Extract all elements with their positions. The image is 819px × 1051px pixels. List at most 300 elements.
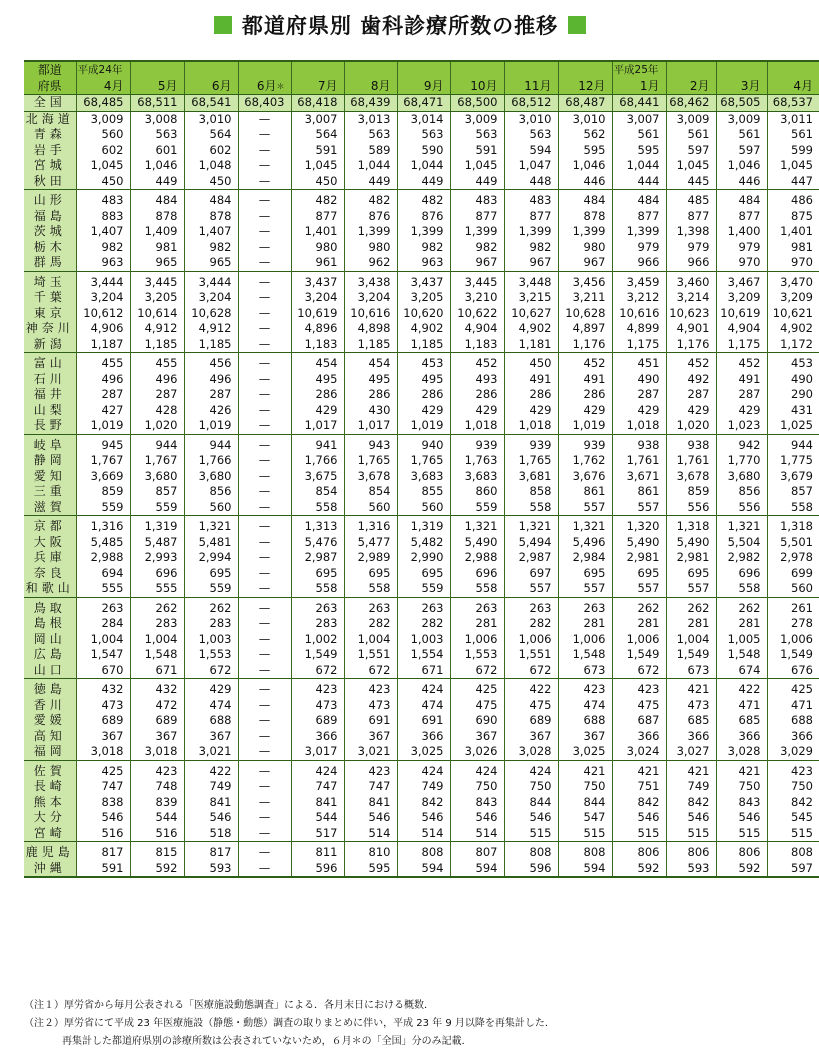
count-cell: 3,680 — [716, 469, 767, 485]
count-cell: 10,623 — [666, 306, 716, 322]
count-cell: 877 — [716, 209, 767, 225]
count-cell: 564 — [184, 127, 238, 143]
count-cell: 599 — [767, 143, 819, 159]
prefecture-name: 神奈川 — [24, 321, 76, 337]
count-cell: 1,770 — [716, 453, 767, 469]
count-cell: 961 — [291, 255, 344, 271]
count-cell: 10,620 — [397, 306, 450, 322]
count-cell: 5,501 — [767, 535, 819, 551]
count-cell: 485 — [666, 190, 716, 209]
count-cell: 283 — [291, 616, 344, 632]
count-cell: 1,018 — [612, 418, 666, 434]
prefecture-name: 富山 — [24, 353, 76, 372]
count-cell: 449 — [450, 174, 504, 190]
count-cell: 452 — [716, 353, 767, 372]
count-cell: 546 — [612, 810, 666, 826]
count-cell: 602 — [76, 143, 130, 159]
count-cell: 1,172 — [767, 337, 819, 353]
count-cell: 263 — [291, 597, 344, 616]
count-cell: 4,899 — [612, 321, 666, 337]
count-cell: 841 — [291, 795, 344, 811]
count-cell: 10,628 — [558, 306, 612, 322]
count-cell: 1,763 — [450, 453, 504, 469]
count-cell: 1,046 — [130, 158, 184, 174]
prefecture-name: 岐阜 — [24, 434, 76, 453]
count-cell: 562 — [558, 127, 612, 143]
count-cell: 1,549 — [767, 647, 819, 663]
count-cell: 3,204 — [184, 290, 238, 306]
count-cell: 281 — [612, 616, 666, 632]
count-cell: 425 — [450, 679, 504, 698]
count-cell: 3,017 — [291, 744, 344, 760]
count-cell: 429 — [558, 403, 612, 419]
table-row — [24, 271, 819, 290]
count-cell: 1,765 — [504, 453, 558, 469]
count-cell: 808 — [767, 842, 819, 861]
no-data-dash: — — [238, 190, 291, 209]
count-cell: 1,767 — [76, 453, 130, 469]
count-cell: 591 — [450, 143, 504, 159]
count-cell: 1,766 — [184, 453, 238, 469]
count-cell: 944 — [767, 434, 819, 453]
count-cell: 1,045 — [767, 158, 819, 174]
prefecture-name: 静岡 — [24, 453, 76, 469]
count-cell: 546 — [76, 810, 130, 826]
no-data-dash: — — [238, 469, 291, 485]
count-cell: 3,460 — [666, 271, 716, 290]
count-cell: 2,987 — [504, 550, 558, 566]
prefecture-name: 島根 — [24, 616, 76, 632]
count-cell: 843 — [716, 795, 767, 811]
table-row — [24, 484, 819, 500]
count-cell: 3,680 — [184, 469, 238, 485]
month-header: 4月 — [767, 78, 819, 95]
title-square-left-icon — [214, 16, 232, 34]
count-cell: 877 — [504, 209, 558, 225]
count-cell: 425 — [76, 760, 130, 779]
count-cell: 558 — [767, 500, 819, 516]
count-cell: 1,002 — [291, 632, 344, 648]
prefecture-name: 秋田 — [24, 174, 76, 190]
count-cell: 558 — [291, 500, 344, 516]
count-cell: 5,482 — [397, 535, 450, 551]
count-cell: 944 — [130, 434, 184, 453]
table-row — [24, 255, 819, 271]
count-cell: 938 — [612, 434, 666, 453]
month-header: 5月 — [130, 78, 184, 95]
table-row — [24, 403, 819, 419]
count-cell: 3,678 — [344, 469, 397, 485]
table-header — [24, 61, 819, 95]
count-cell: 1,020 — [130, 418, 184, 434]
prefecture-name: 鳥取 — [24, 597, 76, 616]
prefecture-name: 石川 — [24, 372, 76, 388]
count-cell: 970 — [767, 255, 819, 271]
count-cell: 261 — [767, 597, 819, 616]
table-row — [24, 597, 819, 616]
no-data-dash: — — [238, 663, 291, 679]
table-row — [24, 500, 819, 516]
count-cell: 423 — [612, 679, 666, 698]
count-cell: 558 — [450, 581, 504, 597]
count-cell: 484 — [612, 190, 666, 209]
count-cell: 696 — [716, 566, 767, 582]
table-row — [24, 158, 819, 174]
count-cell: 982 — [450, 240, 504, 256]
count-cell: 424 — [291, 760, 344, 779]
count-cell: 366 — [612, 729, 666, 745]
count-cell: 878 — [184, 209, 238, 225]
count-cell: 556 — [716, 500, 767, 516]
month-header: 3月 — [716, 78, 767, 95]
corner-bottom: 府県 — [24, 78, 76, 95]
month-header: 11月 — [504, 78, 558, 95]
count-cell: 429 — [291, 403, 344, 419]
count-cell: 284 — [76, 616, 130, 632]
count-cell: 875 — [767, 209, 819, 225]
count-cell: 594 — [450, 861, 504, 878]
count-cell: 5,504 — [716, 535, 767, 551]
count-cell: 453 — [397, 353, 450, 372]
count-cell: 749 — [397, 779, 450, 795]
count-cell: 559 — [76, 500, 130, 516]
count-cell: 558 — [504, 500, 558, 516]
count-cell: 514 — [450, 826, 504, 842]
month-header: 1月 — [612, 78, 666, 95]
count-cell: 3,013 — [344, 111, 397, 127]
table-row — [24, 713, 819, 729]
count-cell: 286 — [558, 387, 612, 403]
prefecture-name: 愛媛 — [24, 713, 76, 729]
count-cell: 452 — [558, 353, 612, 372]
count-cell: 423 — [767, 760, 819, 779]
count-cell: 473 — [76, 698, 130, 714]
count-cell: 3,215 — [504, 290, 558, 306]
count-cell: 3,437 — [397, 271, 450, 290]
count-cell: 1,045 — [76, 158, 130, 174]
count-cell: 3,211 — [558, 290, 612, 306]
count-cell: 1,313 — [291, 516, 344, 535]
count-cell: 602 — [184, 143, 238, 159]
count-cell: 3,437 — [291, 271, 344, 290]
count-cell: 3,205 — [130, 290, 184, 306]
count-cell: 877 — [666, 209, 716, 225]
count-cell: 1,761 — [612, 453, 666, 469]
count-cell: 1,003 — [184, 632, 238, 648]
count-cell: 1,047 — [504, 158, 558, 174]
count-cell: 3,024 — [612, 744, 666, 760]
count-cell: 1,044 — [344, 158, 397, 174]
prefecture-name: 岩手 — [24, 143, 76, 159]
count-cell: 367 — [558, 729, 612, 745]
count-cell: 750 — [558, 779, 612, 795]
count-cell: 1,551 — [344, 647, 397, 663]
count-cell: 673 — [666, 663, 716, 679]
count-cell: 1,006 — [612, 632, 666, 648]
count-cell: 1,321 — [450, 516, 504, 535]
count-cell: 672 — [291, 663, 344, 679]
count-cell: 429 — [397, 403, 450, 419]
count-cell: 841 — [184, 795, 238, 811]
count-cell: 3,467 — [716, 271, 767, 290]
prefecture-name: 三重 — [24, 484, 76, 500]
count-cell: 290 — [767, 387, 819, 403]
count-cell: 1,321 — [184, 516, 238, 535]
count-cell: 262 — [612, 597, 666, 616]
count-cell: 3,205 — [397, 290, 450, 306]
no-data-dash: — — [238, 597, 291, 616]
count-cell: 3,029 — [767, 744, 819, 760]
count-cell: 695 — [291, 566, 344, 582]
count-cell: 515 — [767, 826, 819, 842]
count-cell: 4,896 — [291, 321, 344, 337]
count-cell: 3,010 — [184, 111, 238, 127]
count-cell: 484 — [716, 190, 767, 209]
count-cell: 516 — [130, 826, 184, 842]
count-cell: 561 — [666, 127, 716, 143]
count-cell: 3,209 — [716, 290, 767, 306]
count-cell: 4,904 — [450, 321, 504, 337]
no-data-dash: — — [238, 174, 291, 190]
count-cell: 514 — [397, 826, 450, 842]
count-cell: 515 — [612, 826, 666, 842]
count-cell: 944 — [184, 434, 238, 453]
count-cell: 422 — [184, 760, 238, 779]
count-cell: 595 — [558, 143, 612, 159]
count-cell: 695 — [558, 566, 612, 582]
count-cell: 1,004 — [76, 632, 130, 648]
no-data-dash: — — [238, 158, 291, 174]
count-cell: 981 — [130, 240, 184, 256]
no-data-dash: — — [238, 453, 291, 469]
table-row — [24, 632, 819, 648]
count-cell: 283 — [130, 616, 184, 632]
count-cell: 808 — [397, 842, 450, 861]
count-cell: 1,004 — [344, 632, 397, 648]
prefecture-name: 京都 — [24, 516, 76, 535]
count-cell: 450 — [184, 174, 238, 190]
count-cell: 281 — [666, 616, 716, 632]
no-data-dash: — — [238, 647, 291, 663]
count-cell: 496 — [184, 372, 238, 388]
count-cell: 856 — [716, 484, 767, 500]
count-cell: 671 — [397, 663, 450, 679]
count-cell: 68,500 — [450, 95, 504, 112]
prefecture-name: 長野 — [24, 418, 76, 434]
count-cell: 455 — [130, 353, 184, 372]
count-cell: 691 — [344, 713, 397, 729]
count-cell: 449 — [344, 174, 397, 190]
count-cell: 687 — [612, 713, 666, 729]
count-cell: 490 — [612, 372, 666, 388]
prefecture-name: 宮崎 — [24, 826, 76, 842]
count-cell: 938 — [666, 434, 716, 453]
count-cell: 3,025 — [558, 744, 612, 760]
count-cell: 3,025 — [397, 744, 450, 760]
count-cell: 1,775 — [767, 453, 819, 469]
count-cell: 423 — [130, 760, 184, 779]
count-cell: 517 — [291, 826, 344, 842]
count-cell: 589 — [344, 143, 397, 159]
count-cell: 3,018 — [130, 744, 184, 760]
count-cell: 491 — [558, 372, 612, 388]
count-cell: 68,462 — [666, 95, 716, 112]
count-cell: 1,767 — [130, 453, 184, 469]
count-cell: 696 — [450, 566, 504, 582]
count-cell: 1,765 — [344, 453, 397, 469]
count-cell: 495 — [344, 372, 397, 388]
prefecture-name: 福島 — [24, 209, 76, 225]
count-cell: 490 — [767, 372, 819, 388]
count-cell: 876 — [344, 209, 397, 225]
prefecture-name: 岡山 — [24, 632, 76, 648]
count-cell: 426 — [184, 403, 238, 419]
count-cell: 981 — [767, 240, 819, 256]
count-cell: 5,490 — [450, 535, 504, 551]
table-row — [24, 174, 819, 190]
count-cell: 2,989 — [344, 550, 397, 566]
prefecture-name: 北海道 — [24, 111, 76, 127]
no-data-dash: — — [238, 729, 291, 745]
count-cell: 286 — [504, 387, 558, 403]
count-cell: 748 — [130, 779, 184, 795]
count-cell: 747 — [76, 779, 130, 795]
count-cell: 3,459 — [612, 271, 666, 290]
count-cell: 495 — [291, 372, 344, 388]
count-cell: 854 — [344, 484, 397, 500]
count-cell: 1,320 — [612, 516, 666, 535]
count-cell: 597 — [767, 861, 819, 878]
count-cell: 1,401 — [767, 224, 819, 240]
count-cell: 3,021 — [184, 744, 238, 760]
count-cell: 1,185 — [130, 337, 184, 353]
count-cell: 3,444 — [184, 271, 238, 290]
count-cell: 557 — [504, 581, 558, 597]
count-cell: 1,023 — [716, 418, 767, 434]
count-cell: 982 — [76, 240, 130, 256]
count-cell: 856 — [184, 484, 238, 500]
no-data-dash: — — [238, 632, 291, 648]
count-cell: 452 — [666, 353, 716, 372]
count-cell: 10,614 — [130, 306, 184, 322]
count-cell: 982 — [184, 240, 238, 256]
count-cell: 421 — [716, 760, 767, 779]
count-cell: 449 — [397, 174, 450, 190]
table-row — [24, 353, 819, 372]
note-2: （注２）厚労省にて平成 23 年医療施設（静態・動態）調査の取りまとめに伴い，平成 23 年 9 月以降を再集計した． — [24, 1018, 555, 1029]
count-cell: 1,025 — [767, 418, 819, 434]
count-cell: 1,187 — [76, 337, 130, 353]
count-cell: 1,318 — [666, 516, 716, 535]
count-cell: 557 — [612, 500, 666, 516]
no-data-dash: — — [238, 127, 291, 143]
count-cell: 2,982 — [716, 550, 767, 566]
count-cell: 4,897 — [558, 321, 612, 337]
count-cell: 3,675 — [291, 469, 344, 485]
count-cell: 10,628 — [184, 306, 238, 322]
prefecture-name: 和歌山 — [24, 581, 76, 597]
count-cell: 425 — [767, 679, 819, 698]
count-cell: 3,212 — [612, 290, 666, 306]
count-cell: 1,399 — [558, 224, 612, 240]
prefecture-name: 東京 — [24, 306, 76, 322]
count-cell: 432 — [76, 679, 130, 698]
count-cell: 68,471 — [397, 95, 450, 112]
prefecture-name: 長崎 — [24, 779, 76, 795]
note-3: 再集計した都道府県別の診療所数は公表されていないため，６月＊の「全国」分のみ記載． — [62, 1036, 472, 1047]
count-cell: 563 — [130, 127, 184, 143]
count-cell: 563 — [397, 127, 450, 143]
count-cell: 282 — [344, 616, 397, 632]
count-cell: 367 — [130, 729, 184, 745]
count-cell: 367 — [76, 729, 130, 745]
prefecture-name: 熊本 — [24, 795, 76, 811]
table-row — [24, 616, 819, 632]
count-cell: 3,210 — [450, 290, 504, 306]
count-cell: 1,316 — [344, 516, 397, 535]
count-cell: 1,006 — [558, 632, 612, 648]
count-cell: 594 — [504, 143, 558, 159]
table-row — [24, 190, 819, 209]
no-data-dash: — — [238, 679, 291, 698]
count-cell: 966 — [666, 255, 716, 271]
count-cell: 447 — [767, 174, 819, 190]
count-cell: 516 — [76, 826, 130, 842]
count-cell: 3,445 — [130, 271, 184, 290]
count-cell: 3,444 — [76, 271, 130, 290]
count-cell: 1,181 — [504, 337, 558, 353]
no-data-dash: — — [238, 306, 291, 322]
count-cell: 3,010 — [558, 111, 612, 127]
count-cell: 3,445 — [450, 271, 504, 290]
prefecture-name: 高知 — [24, 729, 76, 745]
count-cell: 1,319 — [397, 516, 450, 535]
no-data-dash: — — [238, 111, 291, 127]
table-row — [24, 729, 819, 745]
count-cell: 1,017 — [344, 418, 397, 434]
count-cell: 1,175 — [716, 337, 767, 353]
count-cell: 883 — [76, 209, 130, 225]
count-cell: 595 — [344, 861, 397, 878]
corner-top: 都道 — [24, 61, 76, 78]
no-data-dash: — — [238, 418, 291, 434]
count-cell: 366 — [397, 729, 450, 745]
count-cell: 429 — [716, 403, 767, 419]
count-cell: 806 — [716, 842, 767, 861]
table-row — [24, 566, 819, 582]
prefecture-name: 滋賀 — [24, 500, 76, 516]
prefecture-name: 栃木 — [24, 240, 76, 256]
count-cell: 1,019 — [558, 418, 612, 434]
count-cell: 423 — [558, 679, 612, 698]
month-header: 12月 — [558, 78, 612, 95]
count-cell: 286 — [344, 387, 397, 403]
count-cell: 1,318 — [767, 516, 819, 535]
count-cell: 3,007 — [612, 111, 666, 127]
count-cell: 367 — [450, 729, 504, 745]
count-cell: 979 — [612, 240, 666, 256]
count-cell: 515 — [716, 826, 767, 842]
count-cell: 282 — [504, 616, 558, 632]
count-cell: 560 — [344, 500, 397, 516]
count-cell: 546 — [716, 810, 767, 826]
count-cell: 421 — [558, 760, 612, 779]
count-cell: 474 — [397, 698, 450, 714]
month-header: 9月 — [397, 78, 450, 95]
count-cell: 3,678 — [666, 469, 716, 485]
count-cell: 689 — [291, 713, 344, 729]
count-cell: 471 — [767, 698, 819, 714]
